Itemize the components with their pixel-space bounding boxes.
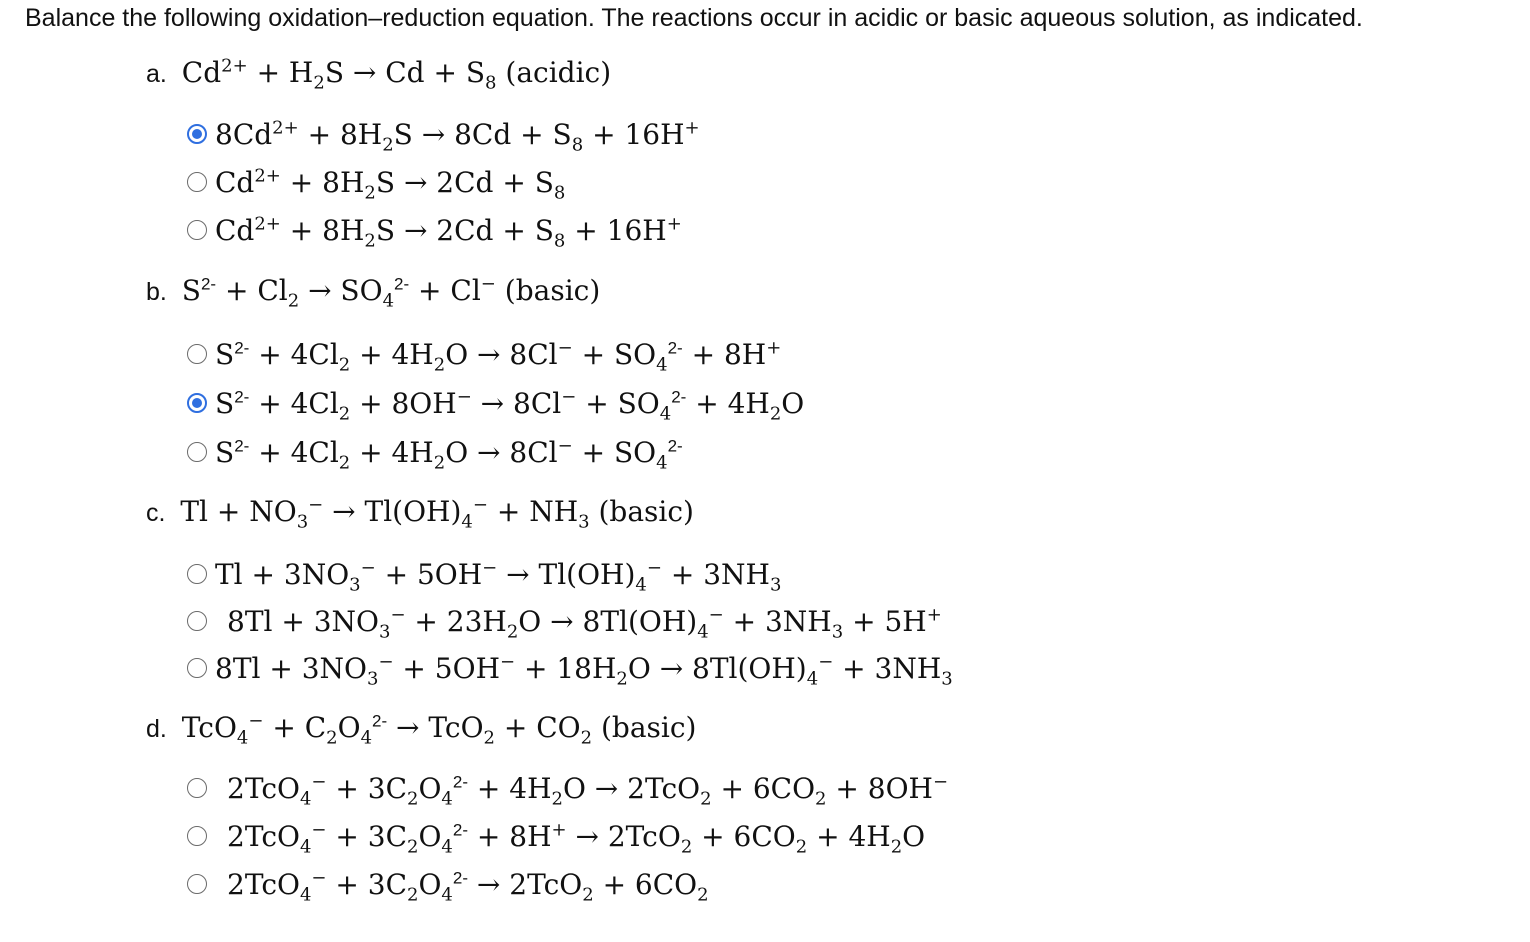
option-d-3[interactable] — [187, 864, 709, 904]
option-b-2[interactable] — [187, 383, 804, 423]
option-c-2-equation: $8Tl + 3NO_3^- + 23H_2O \to 8Tl(OH)_4^- + 3NH_3 + 5H^+$ — [227, 604, 942, 643]
radio-button[interactable] — [187, 344, 207, 364]
option-c-3-equation: $8Tl + 3NO_3^- + 5OH^- + 18H_2O \to 8Tl(OH)_4^- + 3NH_3$ — [215, 651, 953, 690]
question-b-equation: $S^{2-} + Cl_2 \to SO_4^{2-} + Cl^-$ (basic) — [181, 273, 601, 312]
question-c-equation: $Tl + NO_3^- \to Tl(OH)_4^- + NH_3$ (basic) — [180, 494, 694, 533]
option-d-2[interactable] — [187, 816, 925, 856]
option-a-2[interactable] — [187, 162, 565, 202]
question-d — [146, 710, 697, 749]
radio-button[interactable] — [187, 220, 207, 240]
option-d-1-equation: $2TcO_4^- + 3C_2O_4^{2-} + 4H_2O \to 2TcO_2 + 6CO_2 + 8OH^-$ — [227, 771, 949, 810]
radio-button-selected[interactable] — [187, 124, 207, 144]
question-d-equation: $TcO_4^- + C_2O_4^{2-} \to TcO_2 + CO_2$ (basic) — [181, 710, 697, 749]
question-b-letter: b. — [146, 278, 167, 306]
option-b-2-equation: $S^{2-} + 4Cl_2 + 8OH^- \to 8Cl^- + SO_4^{2-} + 4H_2O$ — [215, 386, 805, 425]
option-a-1-equation: $8Cd^{2+} + 8H_2S \to 8Cd + S_8 + 16H^+$ — [215, 117, 700, 156]
option-a-3-equation: $Cd^{2+} + 8H_2S \to 2Cd + S_8 + 16H^+$ — [215, 213, 682, 252]
radio-button[interactable] — [187, 611, 207, 631]
option-d-1[interactable] — [187, 768, 948, 808]
question-prompt: Balance the following oxidation–reduction equation. The reactions occur in acidic or basic aqueous solution, as indicated. — [25, 4, 1363, 32]
option-a-1[interactable] — [187, 114, 700, 154]
option-b-3-equation: $S^{2-} + 4Cl_2 + 4H_2O \to 8Cl^- + SO_4^{2-}$ — [215, 435, 683, 474]
option-b-1[interactable] — [187, 334, 781, 374]
option-b-1-equation: $S^{2-} + 4Cl_2 + 4H_2O \to 8Cl^- + SO_4^{2-} + 8H^+$ — [215, 337, 782, 376]
question-a-letter: a. — [146, 60, 167, 88]
radio-button[interactable] — [187, 778, 207, 798]
option-d-3-equation: $2TcO_4^- + 3C_2O_4^{2-} \to 2TcO_2 + 6CO_2$ — [227, 867, 709, 906]
option-c-1[interactable] — [187, 554, 781, 594]
radio-button[interactable] — [187, 564, 207, 584]
radio-button[interactable] — [187, 826, 207, 846]
question-a — [146, 55, 612, 94]
radio-button-selected[interactable] — [187, 393, 207, 413]
radio-button[interactable] — [187, 442, 207, 462]
option-c-2[interactable] — [187, 601, 942, 641]
radio-button[interactable] — [187, 172, 207, 192]
question-a-equation: $Cd^{2+} + H_2S \to Cd + S_8$ (acidic) — [181, 55, 612, 94]
question-d-letter: d. — [146, 715, 167, 743]
option-a-2-equation: $Cd^{2+} + 8H_2S \to 2Cd + S_8$ — [215, 165, 566, 204]
question-c-letter: c. — [146, 499, 166, 527]
radio-button[interactable] — [187, 874, 207, 894]
option-c-1-equation: $Tl + 3NO_3^- + 5OH^- \to Tl(OH)_4^- + 3NH_3$ — [215, 557, 782, 596]
option-d-2-equation: $2TcO_4^- + 3C_2O_4^{2-} + 8H^+ \to 2TcO_2 + 6CO_2 + 4H_2O$ — [227, 819, 926, 858]
question-b — [146, 273, 601, 312]
option-c-3[interactable] — [187, 648, 953, 688]
radio-button[interactable] — [187, 658, 207, 678]
option-a-3[interactable] — [187, 210, 682, 250]
question-c — [146, 494, 694, 533]
option-b-3[interactable] — [187, 432, 683, 472]
